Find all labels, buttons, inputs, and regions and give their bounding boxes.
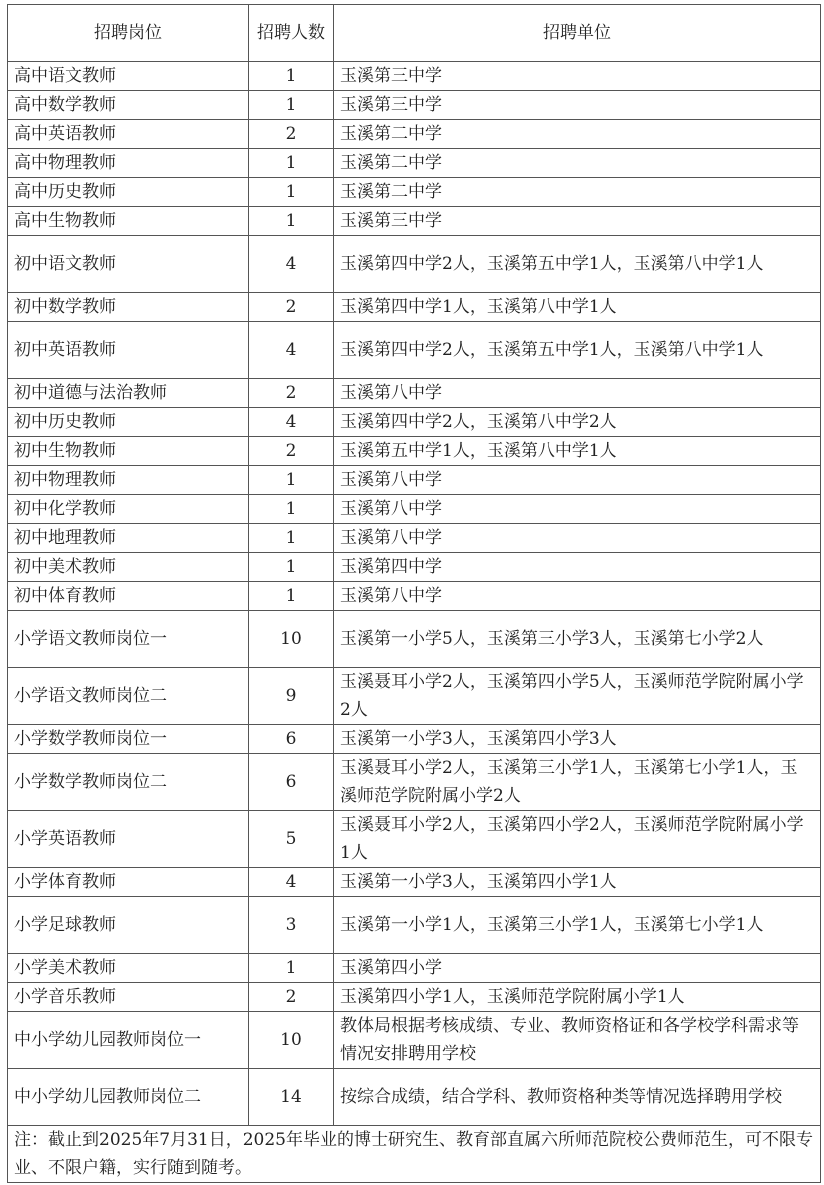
position-cell: 小学语文教师岗位一 <box>8 611 249 668</box>
position-cell: 中小学幼儿园教师岗位一 <box>8 1012 249 1069</box>
table-row <box>8 91 821 120</box>
unit-cell: 玉溪第三中学 <box>334 62 821 91</box>
unit-cell: 玉溪第八中学 <box>334 495 821 524</box>
table-row <box>8 897 821 954</box>
table-row <box>8 811 821 868</box>
count-cell: 2 <box>249 983 334 1012</box>
table-row <box>8 1012 821 1069</box>
count-cell: 1 <box>249 524 334 553</box>
position-cell: 高中语文教师 <box>8 62 249 91</box>
table-row <box>8 495 821 524</box>
unit-cell: 玉溪聂耳小学2人，玉溪第四小学5人，玉溪师范学院附属小学2人 <box>334 668 821 725</box>
unit-cell: 玉溪第二中学 <box>334 120 821 149</box>
count-cell: 14 <box>249 1069 334 1126</box>
header-position: 招聘岗位 <box>8 5 249 62</box>
position-cell: 小学足球教师 <box>8 897 249 954</box>
position-cell: 小学数学教师岗位二 <box>8 754 249 811</box>
table-row <box>8 466 821 495</box>
unit-cell: 玉溪第二中学 <box>334 178 821 207</box>
unit-cell: 玉溪第四小学1人，玉溪师范学院附属小学1人 <box>334 983 821 1012</box>
unit-cell: 玉溪第八中学 <box>334 466 821 495</box>
table-row <box>8 611 821 668</box>
table-row <box>8 149 821 178</box>
table-row <box>8 754 821 811</box>
table-row <box>8 553 821 582</box>
count-cell: 1 <box>249 582 334 611</box>
count-cell: 6 <box>249 725 334 754</box>
count-cell: 1 <box>249 91 334 120</box>
unit-cell: 玉溪第八中学 <box>334 582 821 611</box>
position-cell: 小学音乐教师 <box>8 983 249 1012</box>
position-cell: 初中美术教师 <box>8 553 249 582</box>
unit-cell: 玉溪第一小学1人，玉溪第三小学1人，玉溪第七小学1人 <box>334 897 821 954</box>
unit-cell: 玉溪第八中学 <box>334 524 821 553</box>
table-header-row <box>8 5 821 62</box>
position-cell: 初中生物教师 <box>8 437 249 466</box>
count-cell: 2 <box>249 379 334 408</box>
count-cell: 4 <box>249 408 334 437</box>
position-cell: 初中化学教师 <box>8 495 249 524</box>
position-cell: 小学语文教师岗位二 <box>8 668 249 725</box>
count-cell: 2 <box>249 437 334 466</box>
count-cell: 3 <box>249 897 334 954</box>
count-cell: 1 <box>249 466 334 495</box>
position-cell: 初中地理教师 <box>8 524 249 553</box>
unit-cell: 玉溪第一小学5人，玉溪第三小学3人，玉溪第七小学2人 <box>334 611 821 668</box>
table-row <box>8 408 821 437</box>
table-body <box>8 62 821 1126</box>
position-cell: 高中数学教师 <box>8 91 249 120</box>
position-cell: 高中物理教师 <box>8 149 249 178</box>
count-cell: 4 <box>249 236 334 293</box>
count-cell: 2 <box>249 120 334 149</box>
table-row <box>8 236 821 293</box>
unit-cell: 玉溪第三中学 <box>334 207 821 236</box>
unit-cell: 玉溪聂耳小学2人，玉溪第三小学1人，玉溪第七小学1人，玉溪师范学院附属小学2人 <box>334 754 821 811</box>
table-row <box>8 524 821 553</box>
position-cell: 初中数学教师 <box>8 293 249 322</box>
table-row <box>8 293 821 322</box>
table-note: 注：截止到2025年7月31日，2025年毕业的博士研究生、教育部直属六所师范院校公费师范生，可不限专业、不限户籍，实行随到随考。 <box>8 1126 821 1183</box>
count-cell: 1 <box>249 207 334 236</box>
table-row <box>8 668 821 725</box>
unit-cell: 玉溪第四中学2人，玉溪第五中学1人，玉溪第八中学1人 <box>334 322 821 379</box>
position-cell: 高中历史教师 <box>8 178 249 207</box>
position-cell: 小学体育教师 <box>8 868 249 897</box>
count-cell: 4 <box>249 322 334 379</box>
note-row <box>8 1126 821 1183</box>
unit-cell: 玉溪第一小学3人，玉溪第四小学1人 <box>334 868 821 897</box>
position-cell: 高中生物教师 <box>8 207 249 236</box>
unit-cell: 玉溪第一小学3人，玉溪第四小学3人 <box>334 725 821 754</box>
position-cell: 初中物理教师 <box>8 466 249 495</box>
table-row <box>8 868 821 897</box>
table-row <box>8 322 821 379</box>
table-row <box>8 954 821 983</box>
table-row <box>8 725 821 754</box>
count-cell: 6 <box>249 754 334 811</box>
unit-cell: 玉溪第八中学 <box>334 379 821 408</box>
position-cell: 小学数学教师岗位一 <box>8 725 249 754</box>
unit-cell: 玉溪第二中学 <box>334 149 821 178</box>
table-row <box>8 379 821 408</box>
count-cell: 2 <box>249 293 334 322</box>
position-cell: 初中体育教师 <box>8 582 249 611</box>
header-unit: 招聘单位 <box>334 5 821 62</box>
count-cell: 1 <box>249 954 334 983</box>
position-cell: 中小学幼儿园教师岗位二 <box>8 1069 249 1126</box>
header-count: 招聘人数 <box>249 5 334 62</box>
unit-cell: 玉溪第四小学 <box>334 954 821 983</box>
count-cell: 10 <box>249 1012 334 1069</box>
position-cell: 小学美术教师 <box>8 954 249 983</box>
unit-cell: 玉溪第四中学2人，玉溪第五中学1人，玉溪第八中学1人 <box>334 236 821 293</box>
table-row <box>8 437 821 466</box>
position-cell: 初中历史教师 <box>8 408 249 437</box>
recruitment-table <box>7 4 821 1183</box>
position-cell: 初中语文教师 <box>8 236 249 293</box>
table-row <box>8 62 821 91</box>
unit-cell: 玉溪第四中学 <box>334 553 821 582</box>
count-cell: 1 <box>249 149 334 178</box>
count-cell: 1 <box>249 495 334 524</box>
table-row <box>8 1069 821 1126</box>
position-cell: 初中英语教师 <box>8 322 249 379</box>
table-row <box>8 178 821 207</box>
table-row <box>8 207 821 236</box>
count-cell: 9 <box>249 668 334 725</box>
unit-cell: 玉溪第四中学1人，玉溪第八中学1人 <box>334 293 821 322</box>
unit-cell: 教体局根据考核成绩、专业、教师资格证和各学校学科需求等情况安排聘用学校 <box>334 1012 821 1069</box>
unit-cell: 玉溪聂耳小学2人，玉溪第四小学2人，玉溪师范学院附属小学1人 <box>334 811 821 868</box>
unit-cell: 按综合成绩，结合学科、教师资格种类等情况选择聘用学校 <box>334 1069 821 1126</box>
unit-cell: 玉溪第五中学1人，玉溪第八中学1人 <box>334 437 821 466</box>
count-cell: 1 <box>249 62 334 91</box>
count-cell: 1 <box>249 553 334 582</box>
count-cell: 5 <box>249 811 334 868</box>
table-row <box>8 582 821 611</box>
table-row <box>8 983 821 1012</box>
position-cell: 初中道德与法治教师 <box>8 379 249 408</box>
position-cell: 高中英语教师 <box>8 120 249 149</box>
unit-cell: 玉溪第三中学 <box>334 91 821 120</box>
count-cell: 10 <box>249 611 334 668</box>
count-cell: 4 <box>249 868 334 897</box>
position-cell: 小学英语教师 <box>8 811 249 868</box>
count-cell: 1 <box>249 178 334 207</box>
table-row <box>8 120 821 149</box>
unit-cell: 玉溪第四中学2人，玉溪第八中学2人 <box>334 408 821 437</box>
